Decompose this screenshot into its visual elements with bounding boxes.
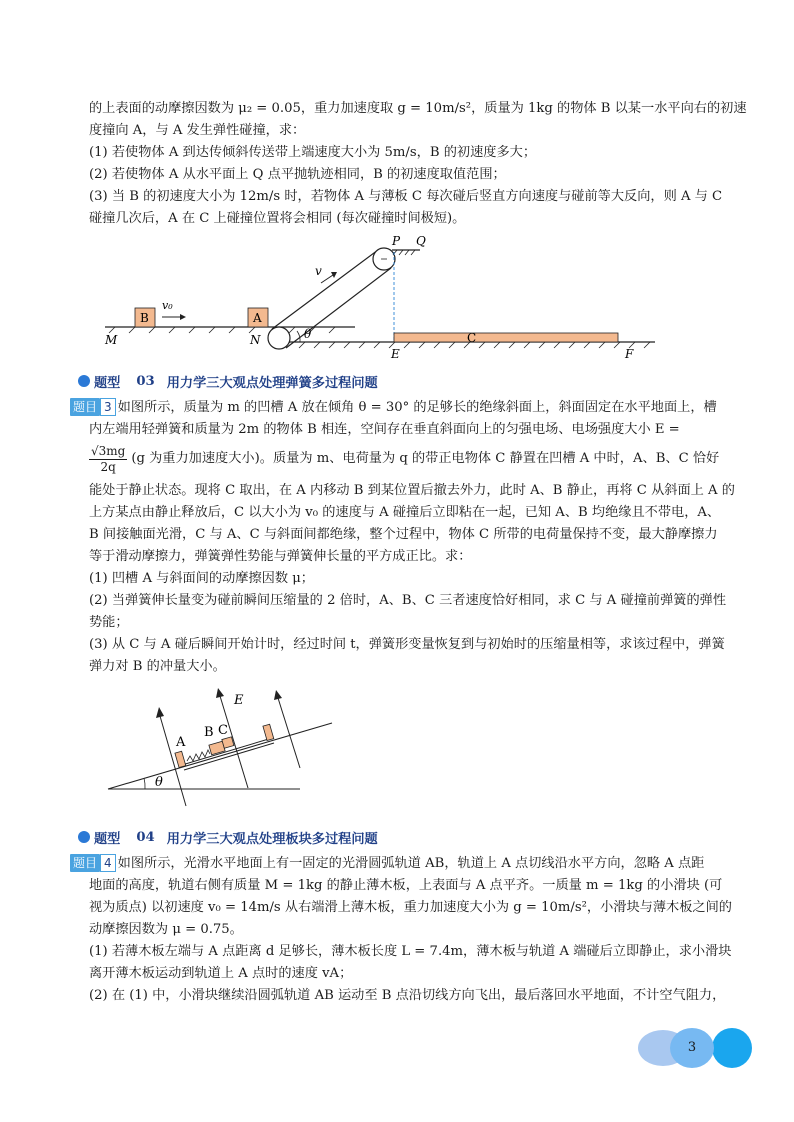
conveyor-figure bbox=[95, 230, 665, 365]
incline-spring-figure bbox=[100, 688, 340, 808]
conveyor-belt bbox=[268, 248, 395, 349]
problem-number: 4 bbox=[100, 854, 116, 872]
theta-arc bbox=[144, 778, 145, 789]
problem3-text-line: B 间接触面光滑，C 与 A、C 与斜面间都绝缘，整个过程中，物体 C 所带的电荷量保持不变，最大静摩擦力 bbox=[89, 527, 718, 542]
label-b: B bbox=[204, 725, 214, 740]
problem4-question-1: (1) 若薄木板左端与 A 点距离 d 足够长，薄木板长度 L = 7.4m，薄木板与轨道 A 端碰后立即静止，求小滑块 bbox=[89, 944, 732, 959]
label-e: E bbox=[234, 693, 244, 708]
problem3-text-line: 弹力对 B 的冲量大小。 bbox=[89, 659, 226, 674]
ground-hatch-left bbox=[109, 327, 335, 333]
spring bbox=[187, 750, 210, 761]
field-arrowhead bbox=[274, 690, 282, 700]
problem3-line2: 内左端用轻弹簧和质量为 2m 的物体 B 相连，空间存在垂直斜面向上的匀强电场、电场强度大小 E = bbox=[89, 422, 680, 437]
page-decoration-right bbox=[712, 1028, 752, 1068]
problem2-question-2: (2) 若使物体 A 从水平面上 Q 点平抛轨迹相同，B 的初速度取值范围； bbox=[89, 167, 506, 182]
theta-arc bbox=[297, 331, 300, 342]
label-e: E bbox=[391, 347, 400, 361]
v-arrow bbox=[321, 275, 333, 283]
problem3-text-line: 等于滑动摩擦力，弹簧弹性势能与弹簧伸长量的平方成正比。求： bbox=[89, 549, 472, 564]
lower-pulley bbox=[268, 327, 290, 349]
section-bullet-icon bbox=[78, 375, 90, 387]
problem2-text-line: 碰撞几次后，A 在 C 上碰撞位置将会相同 (每次碰撞时间极短)。 bbox=[89, 211, 466, 226]
label-a: A bbox=[253, 311, 262, 325]
label-b: B bbox=[140, 311, 149, 325]
problem3-text-line: 能处于静止状态。现将 C 取出，在 A 内移动 B 到某位置后撤去外力，此时 A、B 静止，再将 C 从斜面上 A 的 bbox=[89, 483, 735, 498]
problem4-text-line: 离开薄木板运动到轨道上 A 点时的速度 vA； bbox=[89, 966, 353, 981]
page-number: 3 bbox=[670, 1028, 714, 1068]
problem-tag: 题目 bbox=[70, 398, 100, 416]
label-c: C bbox=[218, 723, 228, 738]
problem3-text-line: 势能； bbox=[89, 615, 129, 630]
label-v0: v₀ bbox=[162, 299, 173, 312]
problem3-question-1: (1) 凹槽 A 与斜面间的动摩擦因数 μ； bbox=[89, 571, 314, 586]
problem-tag: 题目 bbox=[70, 854, 100, 872]
label-p: P bbox=[392, 234, 401, 248]
label-theta: θ bbox=[304, 327, 312, 341]
section-heading-04: 题型 04 用力学三大观点处理板块多过程问题 bbox=[78, 826, 378, 848]
section-bullet-icon bbox=[78, 831, 90, 843]
problem4-text-line: 地面的高度，轨道右侧有质量 M = 1kg 的静止薄木板，上表面与 A 点平齐。一质量 m = 1kg 的小滑块 (可 bbox=[89, 878, 723, 893]
problem4-text-line: 视为质点) 以初速度 v₀ = 14m/s 从右端滑上薄木板，重力加速度大小为 g = 10m/s²，小滑块与薄木板之间的 bbox=[89, 900, 732, 915]
section-heading-03: 题型 03 用力学三大观点处理弹簧多过程问题 bbox=[78, 370, 378, 392]
problem3-question-3: (3) 从 C 与 A 碰后瞬间开始计时，经过时间 t，弹簧形变量恢复到与初始时的压缩量相等，求该过程中，弹簧 bbox=[89, 637, 725, 652]
problem4-text-line: 动摩擦因数为 μ = 0.75。 bbox=[89, 922, 243, 937]
problem2-question-1: (1) 若使物体 A 到达传倾斜传送带上端速度大小为 5m/s，B 的初速度多大； bbox=[89, 145, 537, 160]
label-v: v bbox=[315, 264, 322, 278]
problem3-line3: √3mg 2q (g 为重力加速度大小)。质量为 m、电荷量为 q 的带正电物体 C 静置在凹槽 A 中时，A、B、C 恰好 bbox=[91, 443, 720, 474]
label-f: F bbox=[625, 347, 634, 361]
block-c bbox=[222, 737, 234, 748]
label-a: A bbox=[176, 735, 186, 750]
label-c: C bbox=[467, 331, 477, 345]
label-n: N bbox=[250, 333, 261, 347]
problem4-line1: 题目 4 如图所示，光滑水平地面上有一固定的光滑圆弧轨道 AB，轨道上 A 点切线沿水平方向，忽略 A 点距 bbox=[70, 853, 710, 875]
problem3-line1: 题目 3 如图所示，质量为 m 的凹槽 A 放在倾角 θ = 30° 的足够长的绝缘斜面上，斜面固定在水平地面上，槽 bbox=[70, 397, 710, 419]
problem2-text-line: 的上表面的动摩擦因数为 μ₂ = 0.05，重力加速度取 g = 10m/s²，质量为 1kg 的物体 B 以某一水平向右的初速 bbox=[89, 101, 747, 116]
problem4-question-2: (2) 在 (1) 中，小滑块继续沿圆弧轨道 AB 运动至 B 点沿切线方向飞出，最后落回水平地面，不计空气阻力， bbox=[89, 988, 726, 1003]
field-arrowhead bbox=[156, 707, 164, 718]
problem-number: 3 bbox=[100, 398, 116, 416]
label-theta: θ bbox=[155, 775, 163, 790]
problem2-question-3: (3) 当 B 的初速度大小为 12m/s 时，若物体 A 与薄板 C 每次碰后竖直方向速度与碰前等大反向，则 A 与 C bbox=[89, 189, 723, 204]
field-arrowhead bbox=[216, 688, 224, 698]
label-m: M bbox=[105, 333, 118, 347]
problem2-text-line: 度撞向 A，与 A 发生弹性碰撞，求： bbox=[89, 123, 306, 138]
board-c bbox=[394, 333, 618, 342]
problem3-question-2: (2) 当弹簧伸长量变为碰前瞬间压缩量的 2 倍时，A、B、C 三者速度恰好相同，求 C 与 A 碰撞前弹簧的弹性 bbox=[89, 593, 727, 608]
label-q: Q bbox=[416, 234, 426, 248]
problem3-text-line: 上方某点由静止释放后，C 以大小为 v₀ 的速度与 A 碰撞后立即粘在一起，已知 A、B 均绝缘且不带电，A、 bbox=[89, 505, 721, 520]
field-fraction: √3mg 2q bbox=[91, 443, 126, 474]
